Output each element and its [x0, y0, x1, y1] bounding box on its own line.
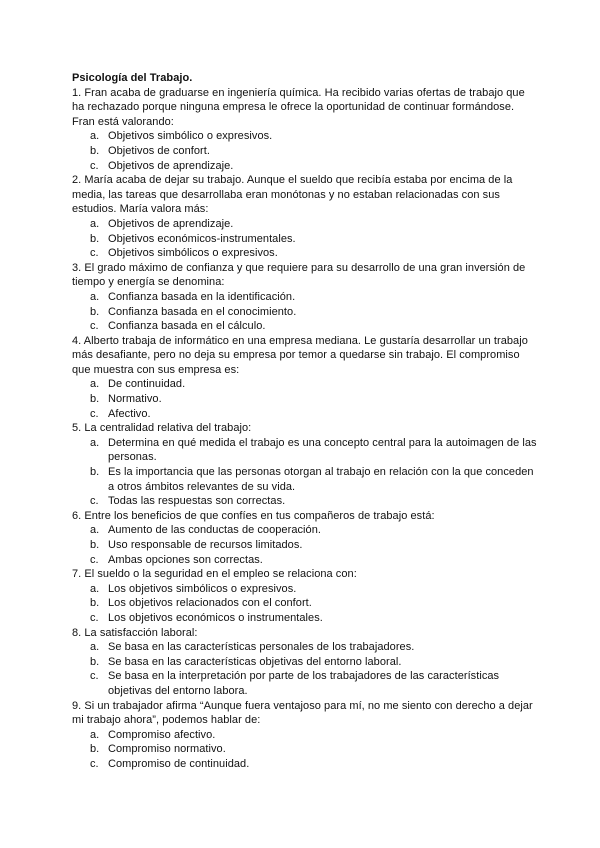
option-b — [72, 144, 540, 159]
question-stem: 1. Fran acaba de graduarse en ingeniería química. Ha recibido varias ofertas de trabajo que ha rechazado porque ninguna empresa le ofrece la oportunidad de continuar formándose. Fran está valorando: — [72, 86, 525, 128]
option-text: Objetivos de confort. — [108, 144, 210, 157]
option-marker: a. — [90, 217, 100, 230]
option-marker: c. — [90, 611, 99, 624]
option-marker: c. — [90, 320, 99, 333]
option-text: Confianza basada en la identificación. — [108, 290, 296, 303]
question-2 — [72, 173, 540, 261]
question-stem: 6. Entre los beneficios de que confíes en tus compañeros de trabajo está: — [72, 509, 435, 522]
question-3 — [72, 261, 540, 334]
option-c — [72, 669, 540, 698]
option-b — [72, 655, 540, 670]
option-marker: c. — [90, 159, 99, 172]
option-marker: a. — [90, 378, 100, 391]
option-text: Los objetivos simbólicos o expresivos. — [108, 582, 297, 595]
option-c — [72, 319, 540, 334]
option-marker: b. — [90, 144, 100, 157]
option-marker: c. — [90, 407, 99, 420]
option-text: Es la importancia que las personas otorgan al trabajo en relación con la que conceden a otros ámbitos relevantes de su vida. — [108, 466, 534, 493]
option-text: Compromiso normativo. — [108, 743, 226, 756]
option-marker: a. — [90, 130, 100, 143]
option-list — [72, 640, 540, 698]
question-1 — [72, 86, 540, 174]
option-a — [72, 377, 540, 392]
option-text: Uso responsable de recursos limitados. — [108, 539, 303, 551]
question-stem: 7. El sueldo o la seguridad en el empleo se relaciona con: — [72, 568, 357, 581]
option-text: Objetivos económicos-instrumentales. — [108, 232, 296, 245]
option-list — [72, 436, 540, 509]
option-c — [72, 611, 540, 626]
option-b — [72, 742, 540, 757]
option-marker: b. — [90, 305, 100, 318]
option-marker: c. — [90, 670, 99, 683]
option-list — [72, 129, 540, 173]
question-stem: 9. Si un trabajador afirma “Aunque fuera ventajoso para mí, no me siento con derecho a dejar mi trabajo ahora”, podemos hablar de: — [72, 699, 533, 727]
option-marker: b. — [90, 393, 100, 406]
option-text: Confianza basada en el conocimiento. — [108, 305, 297, 318]
option-c — [72, 757, 540, 772]
question-6 — [72, 509, 540, 567]
option-text: Objetivos de aprendizaje. — [108, 217, 234, 230]
option-a — [72, 728, 540, 743]
option-b — [72, 465, 540, 494]
option-marker: b. — [90, 743, 100, 756]
option-text: Objetivos simbólico o expresivos. — [108, 130, 273, 143]
option-marker: a. — [90, 641, 100, 654]
option-text: Compromiso de continuidad. — [108, 757, 250, 770]
question-7 — [72, 567, 540, 625]
option-b — [72, 305, 540, 320]
option-b — [72, 596, 540, 611]
option-a — [72, 129, 540, 144]
option-a — [72, 523, 540, 538]
question-5 — [72, 421, 540, 509]
option-c — [72, 494, 540, 509]
option-text: Se basa en la interpretación por parte de los trabajadores de las características objetivas del entorno labora. — [108, 670, 500, 697]
question-8 — [72, 626, 540, 699]
option-text: Ambas opciones son correctas. — [108, 553, 263, 566]
option-text: Afectivo. — [108, 407, 151, 420]
option-text: Normativo. — [108, 393, 162, 406]
option-text: Determina en qué medida el trabajo es una concepto central para la autoimagen de las personas. — [108, 436, 537, 464]
option-list — [72, 290, 540, 334]
option-text: Aumento de las conductas de cooperación. — [108, 524, 321, 537]
option-marker: c. — [90, 247, 99, 260]
question-stem: 4. Alberto trabaja de informático en una empresa mediana. Le gustaría desarrollar un trabajo más desafiante, pero no deja su empresa por temor a quedarse sin trabajo. El compromiso que muestra con sus empresa es: — [72, 334, 528, 376]
option-a — [72, 582, 540, 597]
option-marker: b. — [90, 466, 100, 479]
option-b — [72, 538, 540, 553]
option-c — [72, 553, 540, 568]
option-c — [72, 159, 540, 174]
option-a — [72, 436, 540, 465]
option-text: Objetivos de aprendizaje. — [108, 159, 234, 172]
option-marker: a. — [90, 436, 100, 449]
option-marker: b. — [90, 597, 100, 610]
option-text: Los objetivos económicos o instrumentales. — [108, 611, 323, 624]
option-c — [72, 407, 540, 422]
option-marker: b. — [90, 232, 100, 245]
option-b — [72, 392, 540, 407]
option-list — [72, 728, 540, 772]
option-list — [72, 523, 540, 567]
option-a — [72, 290, 540, 305]
option-a — [72, 640, 540, 655]
option-text: Los objetivos relacionados con el confort. — [108, 597, 312, 610]
option-marker: c. — [90, 495, 99, 508]
question-stem: 2. María acaba de dejar su trabajo. Aunque el sueldo que recibía estaba por encima de la media, las tareas que desarrollaba eran monótonas y no estaban relacionadas con sus estudios. María valora más: — [72, 174, 513, 216]
option-marker: c. — [90, 553, 99, 566]
question-9 — [72, 699, 540, 772]
question-stem: 8. La satisfacción laboral: — [72, 626, 198, 639]
option-text: Todas las respuestas son correctas. — [108, 495, 286, 508]
question-4 — [72, 334, 540, 422]
option-text: Se basa en las características objetivas del entorno laboral. — [108, 655, 402, 668]
option-c — [72, 246, 540, 261]
option-text: Se basa en las características personales de los trabajadores. — [108, 641, 415, 654]
option-a — [72, 217, 540, 232]
option-list — [72, 377, 540, 421]
option-marker: a. — [90, 290, 100, 303]
option-text: Confianza basada en el cálculo. — [108, 320, 266, 333]
option-list — [72, 582, 540, 626]
option-text: Compromiso afectivo. — [108, 728, 216, 741]
option-b — [72, 232, 540, 247]
option-marker: c. — [90, 757, 99, 770]
option-text: Objetivos simbólicos o expresivos. — [108, 247, 278, 260]
question-stem: 5. La centralidad relativa del trabajo: — [72, 422, 252, 435]
option-list — [72, 217, 540, 261]
document-title: Psicología del Trabajo. — [72, 72, 193, 84]
option-marker: a. — [90, 728, 100, 741]
option-text: De continuidad. — [108, 378, 186, 391]
question-stem: 3. El grado máximo de confianza y que requiere para su desarrollo de una gran inversión de tiempo y energía se denomina: — [72, 261, 526, 289]
option-marker: a. — [90, 524, 100, 537]
option-marker: b. — [90, 539, 100, 551]
option-marker: a. — [90, 582, 100, 595]
option-marker: b. — [90, 655, 100, 668]
